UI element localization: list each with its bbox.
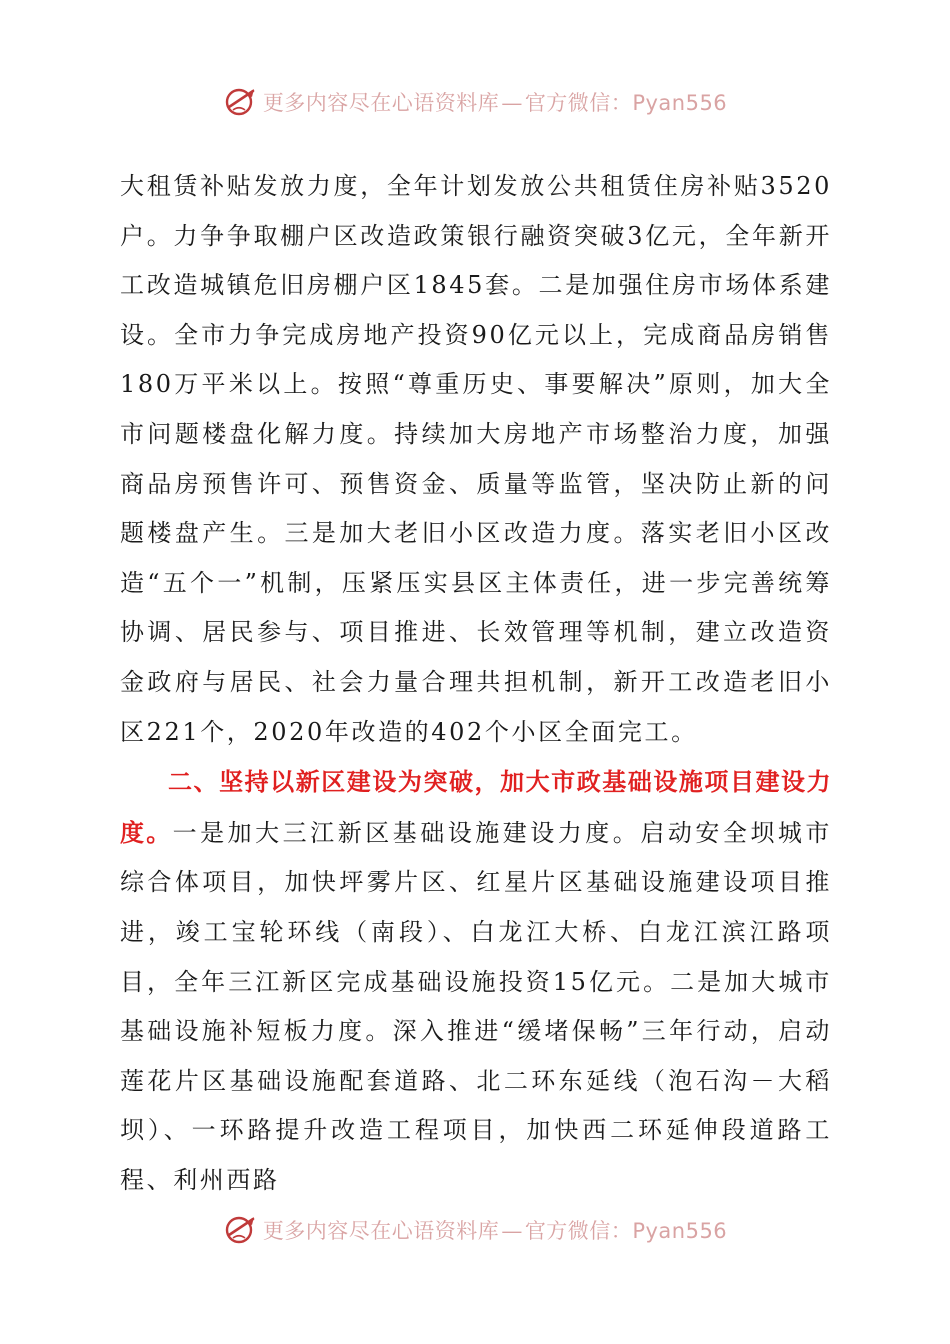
section-heading: 二、坚持以新区建设为突破，加大市政基础设施项目建设力度。 [120,767,832,847]
watermark-text: 更多内容尽在心语资料库—官方微信：Pyan556 [262,91,728,115]
paragraph: 大租赁补贴发放力度，全年计划发放公共租赁住房补贴3520户。力争争取棚户区改造政策银行融资突破3亿元，全年新开工改造城镇危旧房棚户区1845套。二是加强住房市场体系建设。全市力争完成房地产投资90亿元以上，完成商品房销售180万平米以上。按照“尊重历史、事要解决”原则，加大全市问题楼盘化解力度。持续加大房地产市场整治力度，加强商品房预售许可、预售资金、质量等监管，坚决防止新的问题楼盘产生。三是加大老旧小区改造力度。落实老旧小区改造“五个一”机制，压紧压实县区主体责任，进一步完善统筹协调、居民参与、项目推进、长效管理等机制，建立改造资金政府与居民、社会力量合理共担机制，新开工改造老旧小区221个，2020年改造的402个小区全面完工。 [120,172,832,746]
watermark-text: 更多内容尽在心语资料库—官方微信：Pyan556 [262,1219,728,1243]
pen-ribbon-logo-icon [223,85,257,119]
pen-ribbon-logo-icon [223,1213,257,1247]
document-body [120,162,832,1205]
section-body-text: 一是加大三江新区基础设施建设力度。启动安全坝城市综合体项目，加快坪雾片区、红星片区基础设施建设项目推进，竣工宝轮环线（南段）、白龙江大桥、白龙江滨江路项目，全年三江新区完成基础设施投资15亿元。二是加大城市基础设施补短板力度。深入推进“缓堵保畅”三年行动，启动莲花片区基础设施配套道路、北二环东延线（泡石沟－大稻坝）、一环路提升改造工程项目，加快西二环延伸段道路工程、利州西路 [120,818,832,1194]
watermark-banner-bottom [0,1210,950,1250]
watermark-banner-top [0,82,950,122]
section-paragraph [120,757,832,1205]
